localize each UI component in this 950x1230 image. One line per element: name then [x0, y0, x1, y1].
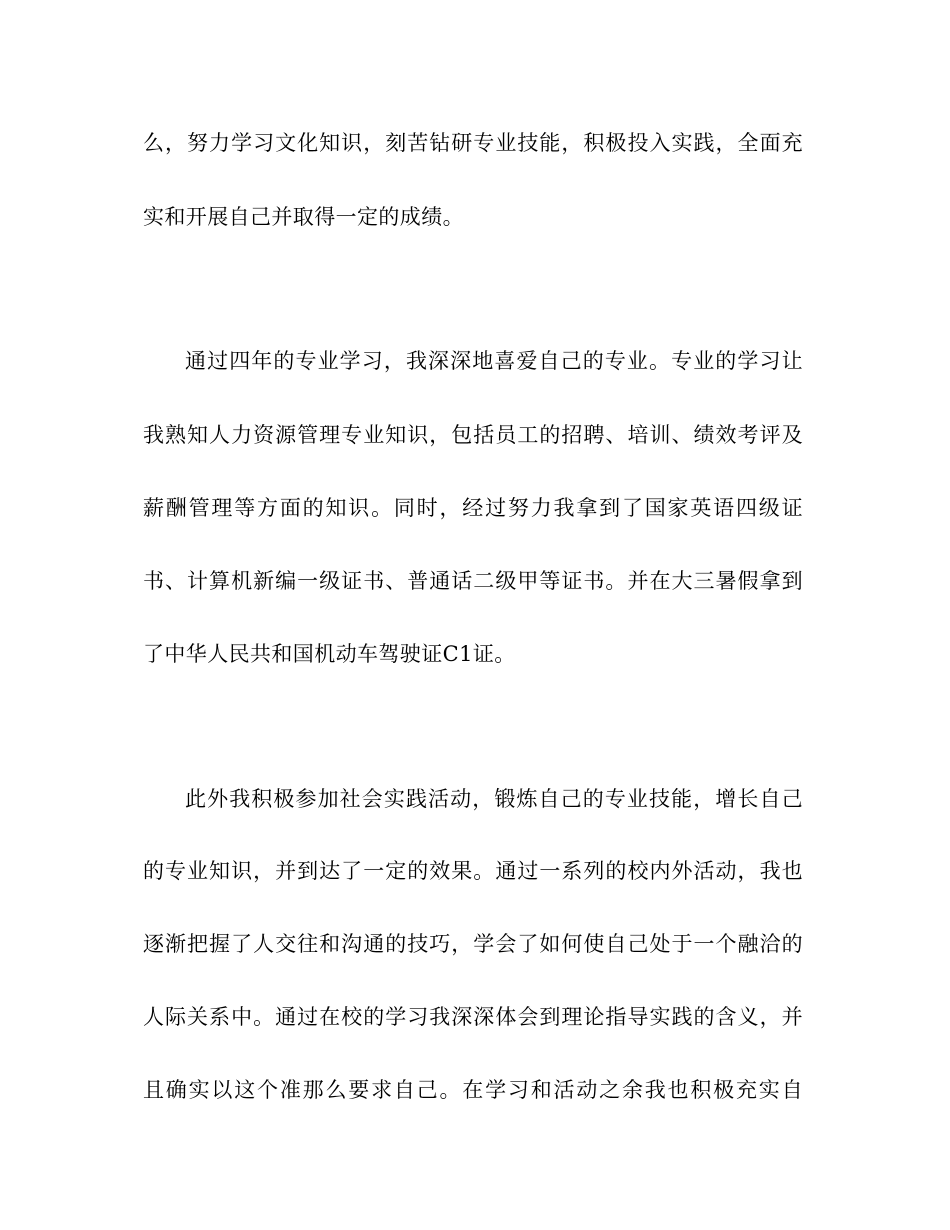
text-line: 此外我积极参加社会实践活动，锻炼自己的专业技能，增长自己 — [185, 787, 803, 811]
text-line: 么，努力学习文化知识，刻苦钻研专业技能，积极投入实践，全面充 — [143, 131, 803, 155]
text-line: 书、计算机新编一级证书、普通话二级甲等证书。并在大三暑假拿到 — [143, 569, 803, 593]
text-line: 薪酬管理等方面的知识。同时，经过努力我拿到了国家英语四级证 — [143, 496, 803, 520]
text-line: 实和开展自己并取得一定的成绩。 — [143, 205, 464, 229]
text-line: 人际关系中。通过在校的学习我深深体会到理论指导实践的含义，并 — [143, 1005, 803, 1029]
text-line: 了中华人民共和国机动车驾驶证C1证。 — [143, 642, 516, 666]
text-line: 的专业知识，并到达了一定的效果。通过一系列的校内外活动，我也 — [143, 859, 803, 883]
text-line: 逐渐把握了人交往和沟通的技巧，学会了如何使自己处于一个融洽的 — [143, 932, 803, 956]
text-line: 且确实以这个准那么要求自己。在学习和活动之余我也积极充实自 — [143, 1078, 803, 1102]
text-line: 我熟知人力资源管理专业知识，包括员工的招聘、培训、绩效考评及 — [143, 423, 803, 447]
text-line: 通过四年的专业学习，我深深地喜爱自己的专业。专业的学习让 — [185, 349, 803, 373]
